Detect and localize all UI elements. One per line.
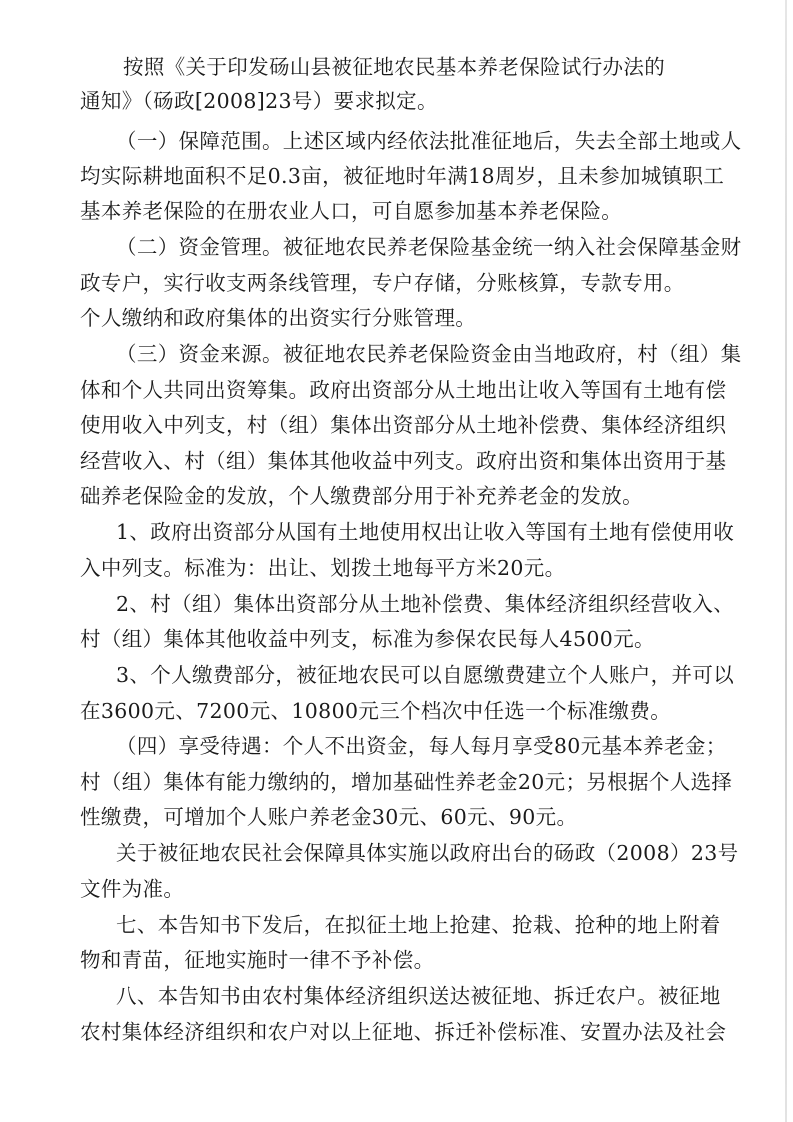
- text-line-27: 八、本告知书由农村集体经济组织送达被征地、拆迁农户。被征地: [116, 984, 721, 1008]
- text-line-10: 体和个人共同出资筹集。政府出资部分从土地出让收入等国有土地有偿: [80, 378, 727, 402]
- text-line-20: （四）享受待遇：个人不出资金，每人每月享受80元基本养老金；: [116, 734, 727, 758]
- text-line-25: 七、本告知书下发后，在拟征土地上抢建、抢栽、抢种的地上附着: [116, 913, 721, 937]
- text-line-17: 村（组）集体其他收益中列支，标准为参保农民每人4500元。: [80, 627, 655, 651]
- scan-edge-shadow: [785, 0, 787, 1122]
- text-line-7: 政专户，实行收支两条线管理，专户存储，分账核算，专款专用。: [80, 271, 685, 295]
- text-line-21: 村（组）集体有能力缴纳的，增加基础性养老金20元；另根据个人选择: [80, 770, 733, 794]
- text-line-19: 在3600元、7200元、10800元三个档次中任选一个标准缴费。: [80, 699, 672, 723]
- text-line-13: 础养老保险金的发放，个人缴费部分用于补充养老金的发放。: [80, 484, 643, 508]
- text-line-2: 通知》（砀政[2008]23号）要求拟定。: [80, 89, 438, 113]
- text-line-22: 性缴费，可增加个人账户养老金30元、60元、90元。: [80, 805, 578, 829]
- text-line-1: 按照《关于印发砀山县被征地农民基本养老保险试行办法的: [123, 55, 666, 79]
- text-line-12: 经营收入、村（组）集体其他收益中列支。政府出资和集体出资用于基: [80, 449, 727, 473]
- text-line-4: 均实际耕地面积不足0.3亩，被征地时年满18周岁，且未参加城镇职工: [80, 164, 725, 188]
- text-line-16: 2、村（组）集体出资部分从土地补偿费、集体经济组织经营收入、: [116, 592, 735, 616]
- text-line-26: 物和青苗，征地实施时一律不予补偿。: [80, 948, 435, 972]
- text-line-18: 3、个人缴费部分，被征地农民可以自愿缴费建立个人账户，并可以: [116, 663, 735, 687]
- text-line-5: 基本养老保险的在册农业人口，可自愿参加基本养老保险。: [80, 199, 623, 223]
- text-line-6: （二）资金管理。被征地农民养老保险基金统一纳入社会保障基金财: [116, 235, 742, 259]
- text-line-28: 农村集体经济组织和农户对以上征地、拆迁补偿标准、安置办法及社会: [80, 1020, 727, 1044]
- text-line-14: 1、政府出资部分从国有土地使用权出让收入等国有土地有偿使用收: [116, 520, 735, 544]
- text-line-15: 入中列支。标准为：出让、划拨土地每平方米20元。: [80, 556, 566, 580]
- text-line-3: （一）保障范围。上述区域内经依法批准征地后，失去全部土地或人: [116, 129, 742, 153]
- text-line-23: 关于被征地农民社会保障具体实施以政府出台的砀政（2008）23号: [116, 841, 739, 865]
- text-line-9: （三）资金来源。被征地农民养老保险资金由当地政府，村（组）集: [116, 342, 742, 366]
- text-line-8: 个人缴纳和政府集体的出资实行分账管理。: [80, 306, 477, 330]
- text-line-11: 使用收入中列支，村（组）集体出资部分从土地补偿费、集体经济组织: [80, 413, 727, 437]
- text-line-24: 文件为准。: [80, 877, 185, 901]
